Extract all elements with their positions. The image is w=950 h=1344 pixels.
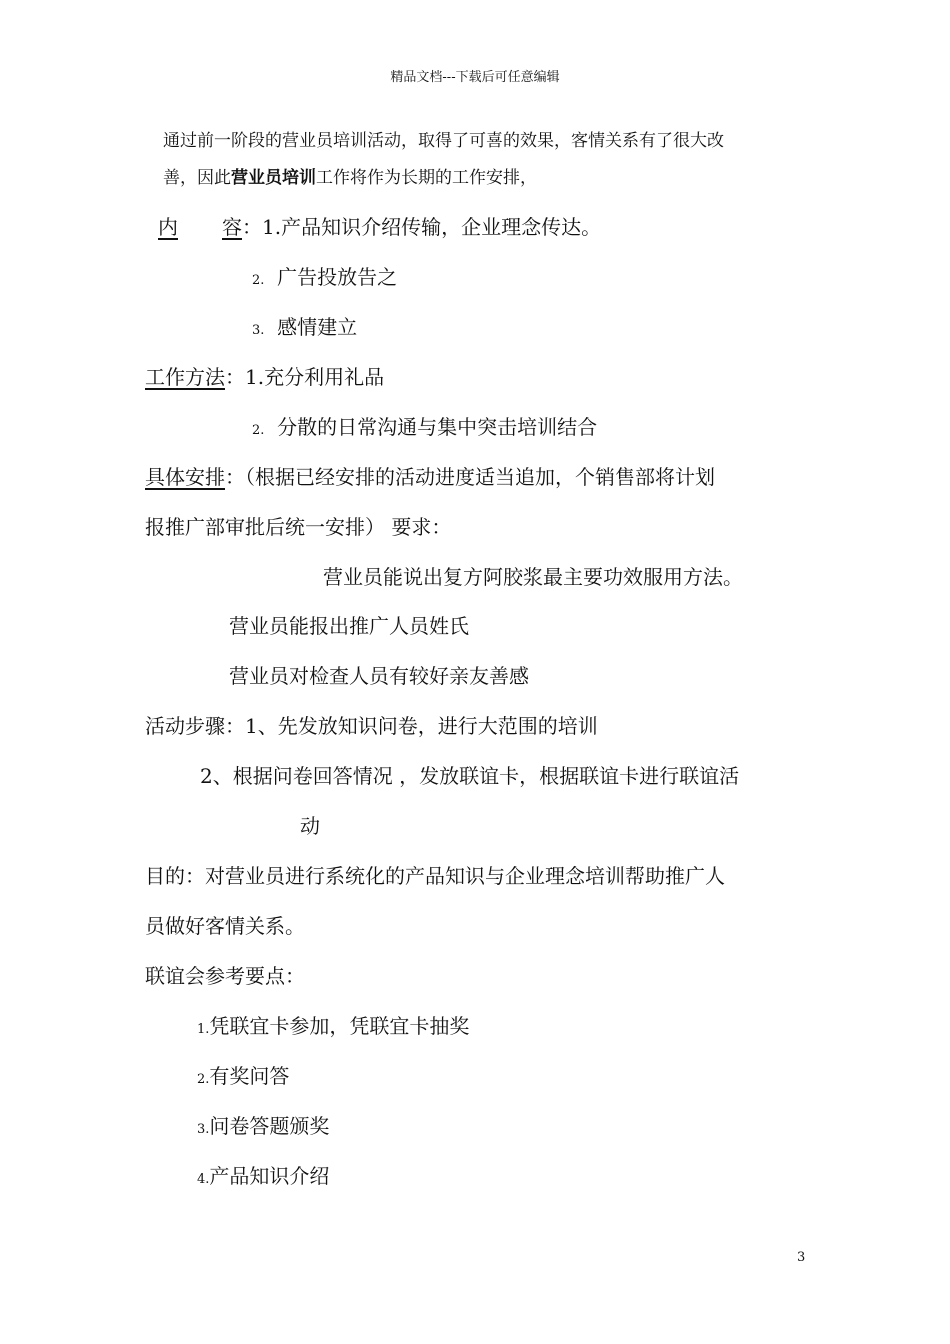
method-item-2-number: 2.: [252, 423, 265, 438]
content-row: [158, 211, 601, 240]
party-item-2: [197, 1060, 289, 1089]
party-heading: 联谊会参考要点：: [145, 964, 305, 988]
method-item-1: 1.充分利用礼品: [245, 365, 385, 389]
content-item-2-number: 2.: [252, 273, 265, 288]
party-item-3: [197, 1110, 329, 1139]
content-label: [158, 215, 242, 239]
arrangement-line-1: （根据已经安排的活动进度适当追加，个销售部将计划: [245, 465, 715, 489]
party-item-2-number: 2.: [197, 1072, 210, 1087]
content-label-a: 内: [158, 215, 178, 239]
party-item-3-text: 问卷答题颁奖: [209, 1114, 330, 1138]
steps-line-1: 活动步骤：1、先发放知识问卷，进行大范围的培训: [145, 714, 598, 738]
content-item-1: 1.产品知识介绍传输，企业理念传达。: [262, 215, 602, 239]
content-item-2-text: 广告投放告之: [277, 265, 398, 289]
page-header: 精品文档---下载后可任意编辑: [390, 70, 560, 85]
party-item-1: [197, 1010, 469, 1039]
content-item-3-text: 感情建立: [277, 315, 358, 339]
requirement-1: 营业员能说出复方阿胶浆最主要功效服用方法。: [323, 565, 743, 589]
party-item-4-number: 4.: [197, 1172, 210, 1187]
party-item-2-text: 有奖问答: [209, 1064, 290, 1088]
intro-bold-phrase: 营业员培训: [231, 168, 316, 188]
requirement-3: 营业员对检查人员有较好亲友善感: [229, 664, 529, 688]
content-item-3: [252, 311, 357, 340]
method-label: 工作方法: [145, 365, 225, 389]
purpose-line-2: 员做好客情关系。: [145, 914, 305, 938]
party-item-1-text: 凭联宜卡参加，凭联宜卡抽奖: [209, 1014, 470, 1038]
steps-line-2: 2、根据问卷回答情况 ，发放联谊卡，根据联谊卡进行联谊活: [200, 764, 740, 788]
purpose-line-1: 目的：对营业员进行系统化的产品知识与企业理念培训帮助推广人: [145, 864, 725, 888]
content-colon: ：: [242, 215, 262, 239]
intro-line-2-suffix: 工作将作为长期的工作安排，: [316, 168, 537, 188]
content-item-3-number: 3.: [252, 323, 265, 338]
method-colon: ：: [225, 365, 245, 389]
arrangement-colon: ：: [225, 465, 245, 489]
intro-line-2-prefix: 善，因此: [163, 168, 231, 188]
party-item-4: [197, 1160, 329, 1189]
method-item-2: [252, 411, 597, 440]
intro-line-1: 通过前一阶段的营业员培训活动，取得了可喜的效果，客情关系有了很大改: [163, 131, 724, 151]
content-item-2: [252, 261, 397, 290]
steps-line-3: 动: [300, 814, 320, 838]
method-item-2-text: 分散的日常沟通与集中突击培训结合: [277, 415, 598, 439]
intro-line-2: [163, 163, 537, 188]
arrangement-line-2: 报推广部审批后统一安排） 要求：: [145, 515, 452, 539]
party-item-1-number: 1.: [197, 1022, 210, 1037]
page-number: 3: [797, 1250, 806, 1265]
party-item-4-text: 产品知识介绍: [209, 1164, 330, 1188]
party-item-3-number: 3.: [197, 1122, 210, 1137]
arrangement-label: 具体安排: [145, 465, 225, 489]
arrangement-row-1: [145, 461, 715, 490]
method-row: [145, 361, 384, 390]
content-label-b: 容: [222, 215, 242, 239]
requirement-2: 营业员能报出推广人员姓氏: [229, 614, 469, 638]
